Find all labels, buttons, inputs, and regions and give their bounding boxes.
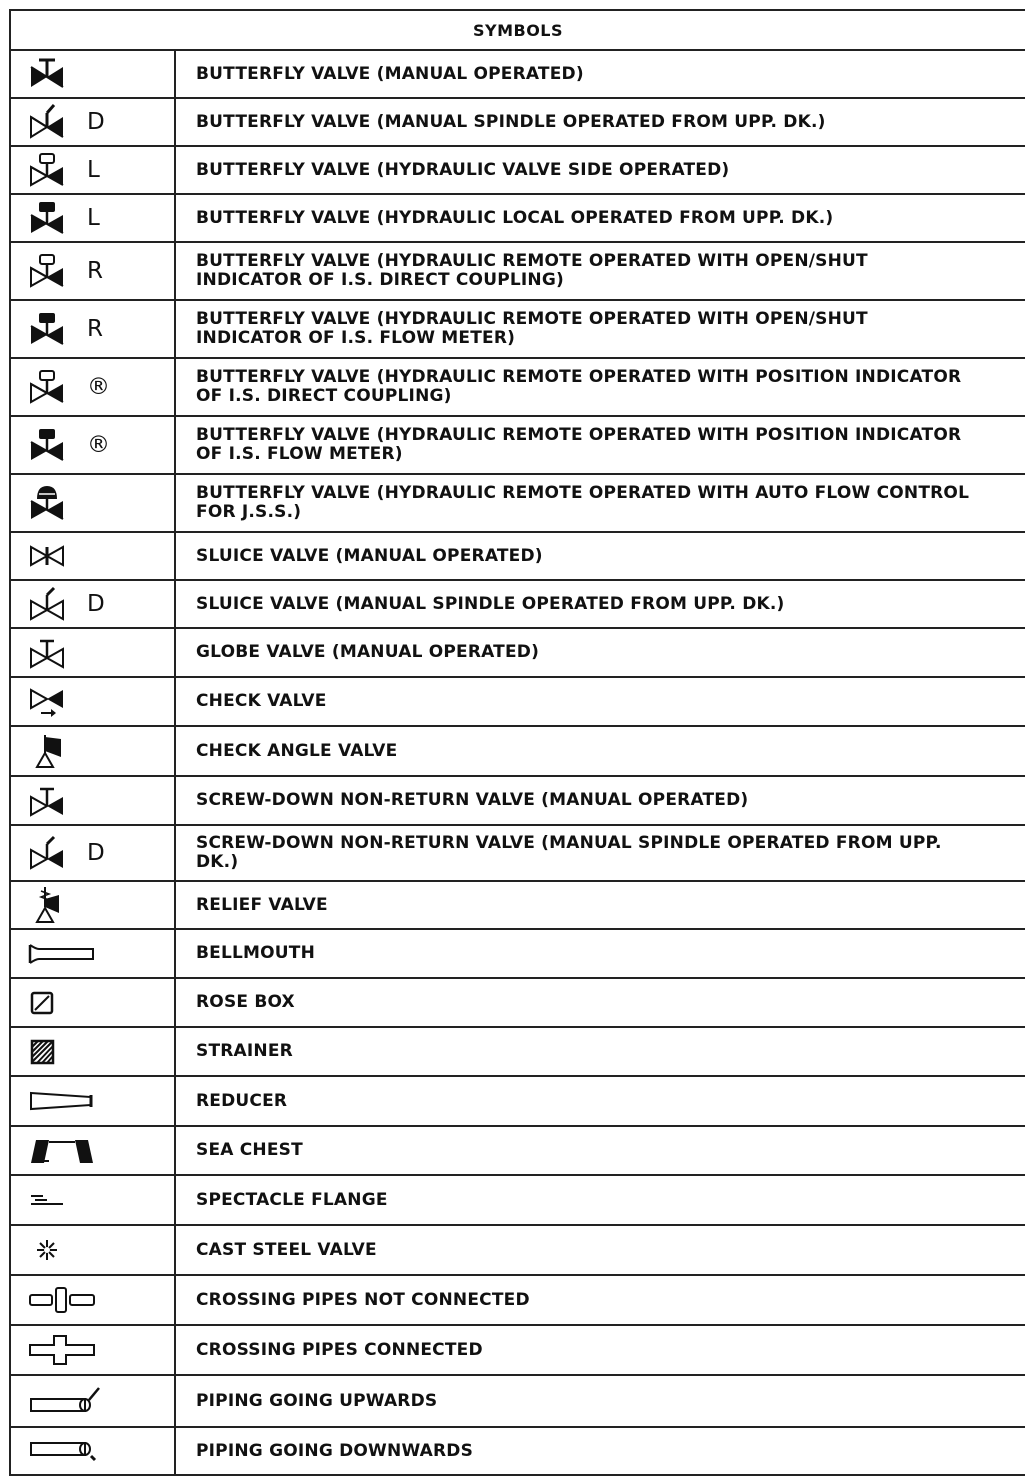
symbol-description: BUTTERFLY VALVE (HYDRAULIC REMOTE OPERATED WITH POSITION INDICATOR OF I.S. FLOW METER) [196, 425, 962, 464]
symbol-description: SCREW-DOWN NON-RETURN VALVE (MANUAL SPINDLE OPERATED FROM UPP. DK.) [196, 833, 942, 872]
table-row [11, 826, 1025, 882]
rose-box-icon [27, 988, 57, 1018]
table-row [11, 475, 1025, 533]
crossing-pipes-connected-icon [27, 1333, 97, 1367]
check-valve-icon [27, 685, 67, 719]
symbol-description: CAST STEEL VALVE [196, 1239, 377, 1260]
symbol-description: SLUICE VALVE (MANUAL OPERATED) [196, 545, 543, 566]
relief-valve-icon [27, 885, 67, 925]
table-row [11, 195, 1025, 243]
symbol-cell [11, 99, 176, 145]
butterfly-valve-hydraulic-local-icon [27, 199, 67, 237]
table-row [11, 99, 1025, 147]
table-row [11, 930, 1025, 979]
butterfly-valve-spindle-icon [27, 103, 67, 141]
butterfly-valve-remote-position-dc-icon [27, 368, 67, 406]
globe-valve-icon [27, 635, 67, 671]
symbol-cell [11, 1226, 176, 1274]
symbol-cell [11, 1376, 176, 1426]
symbol-description: SLUICE VALVE (MANUAL SPINDLE OPERATED FROM UPP. DK.) [196, 593, 785, 614]
symbol-cell [11, 533, 176, 579]
symbol-description: REDUCER [196, 1090, 288, 1111]
symbol-description: BUTTERFLY VALVE (HYDRAULIC VALVE SIDE OPERATED) [196, 159, 730, 180]
symbol-cell [11, 1127, 176, 1174]
symbol-cell [11, 581, 176, 627]
screw-down-non-return-valve-icon [27, 783, 67, 819]
symbol-description: CROSSING PIPES CONNECTED [196, 1339, 483, 1360]
symbol-cell [11, 195, 176, 241]
butterfly-valve-hydraulic-side-icon [27, 151, 67, 189]
table-row [11, 51, 1025, 99]
symbol-description: BUTTERFLY VALVE (HYDRAULIC LOCAL OPERATED FROM UPP. DK.) [196, 207, 834, 228]
symbol-description: BUTTERFLY VALVE (HYDRAULIC REMOTE OPERATED WITH POSITION INDICATOR OF I.S. DIRECT COUPLING) [196, 367, 962, 406]
symbol-cell [11, 930, 176, 977]
symbol-code: ® [87, 431, 110, 458]
symbol-cell [11, 301, 176, 357]
table-title: SYMBOLS [11, 11, 1025, 51]
symbol-cell [11, 475, 176, 531]
symbol-cell [11, 147, 176, 193]
symbol-cell [11, 979, 176, 1026]
symbol-code: R [87, 257, 103, 284]
symbol-description: BUTTERFLY VALVE (HYDRAULIC REMOTE OPERATED WITH OPEN/SHUT INDICATOR OF I.S. DIRECT COUPLING) [196, 251, 868, 290]
crossing-pipes-not-connected-icon [27, 1285, 97, 1315]
table-row [11, 301, 1025, 359]
butterfly-valve-remote-open-shut-fm-icon [27, 310, 67, 348]
symbol-cell [11, 1428, 176, 1474]
butterfly-valve-remote-position-fm-icon [27, 426, 67, 464]
symbol-description: SEA CHEST [196, 1140, 303, 1160]
symbol-description: ROSE BOX [196, 992, 295, 1012]
table-row [11, 359, 1025, 417]
table-row [11, 1326, 1025, 1376]
symbol-description: SPECTACLE FLANGE [196, 1189, 388, 1210]
table-row [11, 882, 1025, 930]
butterfly-valve-manual-icon [27, 55, 67, 93]
symbol-cell [11, 727, 176, 775]
reducer-icon [27, 1089, 97, 1113]
table-row [11, 1428, 1025, 1476]
table-row [11, 727, 1025, 777]
piping-upwards-icon [27, 1384, 107, 1418]
symbol-code: D [87, 839, 105, 866]
symbol-cell [11, 882, 176, 928]
strainer-icon [27, 1037, 57, 1067]
table-row [11, 1226, 1025, 1276]
symbol-description: CHECK ANGLE VALVE [196, 740, 398, 761]
symbol-cell [11, 678, 176, 725]
piping-downwards-icon [27, 1436, 107, 1466]
butterfly-valve-auto-flow-icon [27, 483, 67, 523]
symbol-cell [11, 359, 176, 415]
bellmouth-icon [27, 942, 97, 966]
symbol-code: R [87, 315, 103, 342]
table-row [11, 1028, 1025, 1077]
symbol-cell [11, 51, 176, 97]
table-row [11, 1276, 1025, 1326]
symbol-cell [11, 1176, 176, 1224]
symbol-cell [11, 417, 176, 473]
symbol-description: CHECK VALVE [196, 691, 327, 711]
symbol-code: D [87, 590, 105, 617]
table-row [11, 979, 1025, 1028]
table-row [11, 1077, 1025, 1127]
sluice-valve-manual-icon [27, 541, 67, 571]
symbol-code: L [87, 204, 100, 231]
symbol-description: BUTTERFLY VALVE (MANUAL SPINDLE OPERATED FROM UPP. DK.) [196, 111, 826, 132]
symbol-code: D [87, 108, 105, 135]
symbol-cell [11, 777, 176, 824]
table-row [11, 243, 1025, 301]
symbol-description: BUTTERFLY VALVE (HYDRAULIC REMOTE OPERATED WITH OPEN/SHUT INDICATOR OF I.S. FLOW METER) [196, 309, 868, 348]
symbol-description: BUTTERFLY VALVE (HYDRAULIC REMOTE OPERATED WITH AUTO FLOW CONTROL FOR J.S.S.) [196, 483, 970, 522]
symbol-description: BELLMOUTH [196, 943, 316, 963]
symbol-cell [11, 243, 176, 299]
table-row [11, 1176, 1025, 1226]
symbol-description: BUTTERFLY VALVE (MANUAL OPERATED) [196, 63, 584, 84]
spectacle-flange-icon [27, 1188, 67, 1212]
symbol-description: PIPING GOING DOWNWARDS [196, 1440, 474, 1461]
table-row [11, 1376, 1025, 1428]
symbol-description: CROSSING PIPES NOT CONNECTED [196, 1289, 530, 1310]
symbol-description: RELIEF VALVE [196, 894, 328, 915]
cast-steel-valve-icon [27, 1235, 67, 1265]
table-row [11, 777, 1025, 826]
table-row [11, 629, 1025, 678]
symbol-description: SCREW-DOWN NON-RETURN VALVE (MANUAL OPERATED) [196, 790, 749, 810]
table-row [11, 417, 1025, 475]
table-row [11, 147, 1025, 195]
screw-down-non-return-spindle-icon [27, 834, 67, 872]
table-row [11, 581, 1025, 629]
symbol-description: STRAINER [196, 1041, 293, 1061]
table-row [11, 533, 1025, 581]
symbol-cell [11, 826, 176, 880]
check-angle-valve-icon [27, 731, 67, 771]
symbol-code: L [87, 156, 100, 183]
symbols-table [9, 9, 1025, 1476]
symbol-code: ® [87, 373, 110, 400]
table-row [11, 678, 1025, 727]
symbol-cell [11, 629, 176, 676]
symbol-cell [11, 1276, 176, 1324]
symbol-description: GLOBE VALVE (MANUAL OPERATED) [196, 642, 540, 662]
sea-chest-icon [27, 1136, 97, 1166]
symbol-cell [11, 1077, 176, 1125]
sluice-valve-spindle-icon [27, 585, 67, 623]
table-row [11, 1127, 1025, 1176]
symbol-cell [11, 1326, 176, 1374]
symbol-description: PIPING GOING UPWARDS [196, 1390, 438, 1411]
butterfly-valve-remote-open-shut-dc-icon [27, 252, 67, 290]
symbol-cell [11, 1028, 176, 1075]
